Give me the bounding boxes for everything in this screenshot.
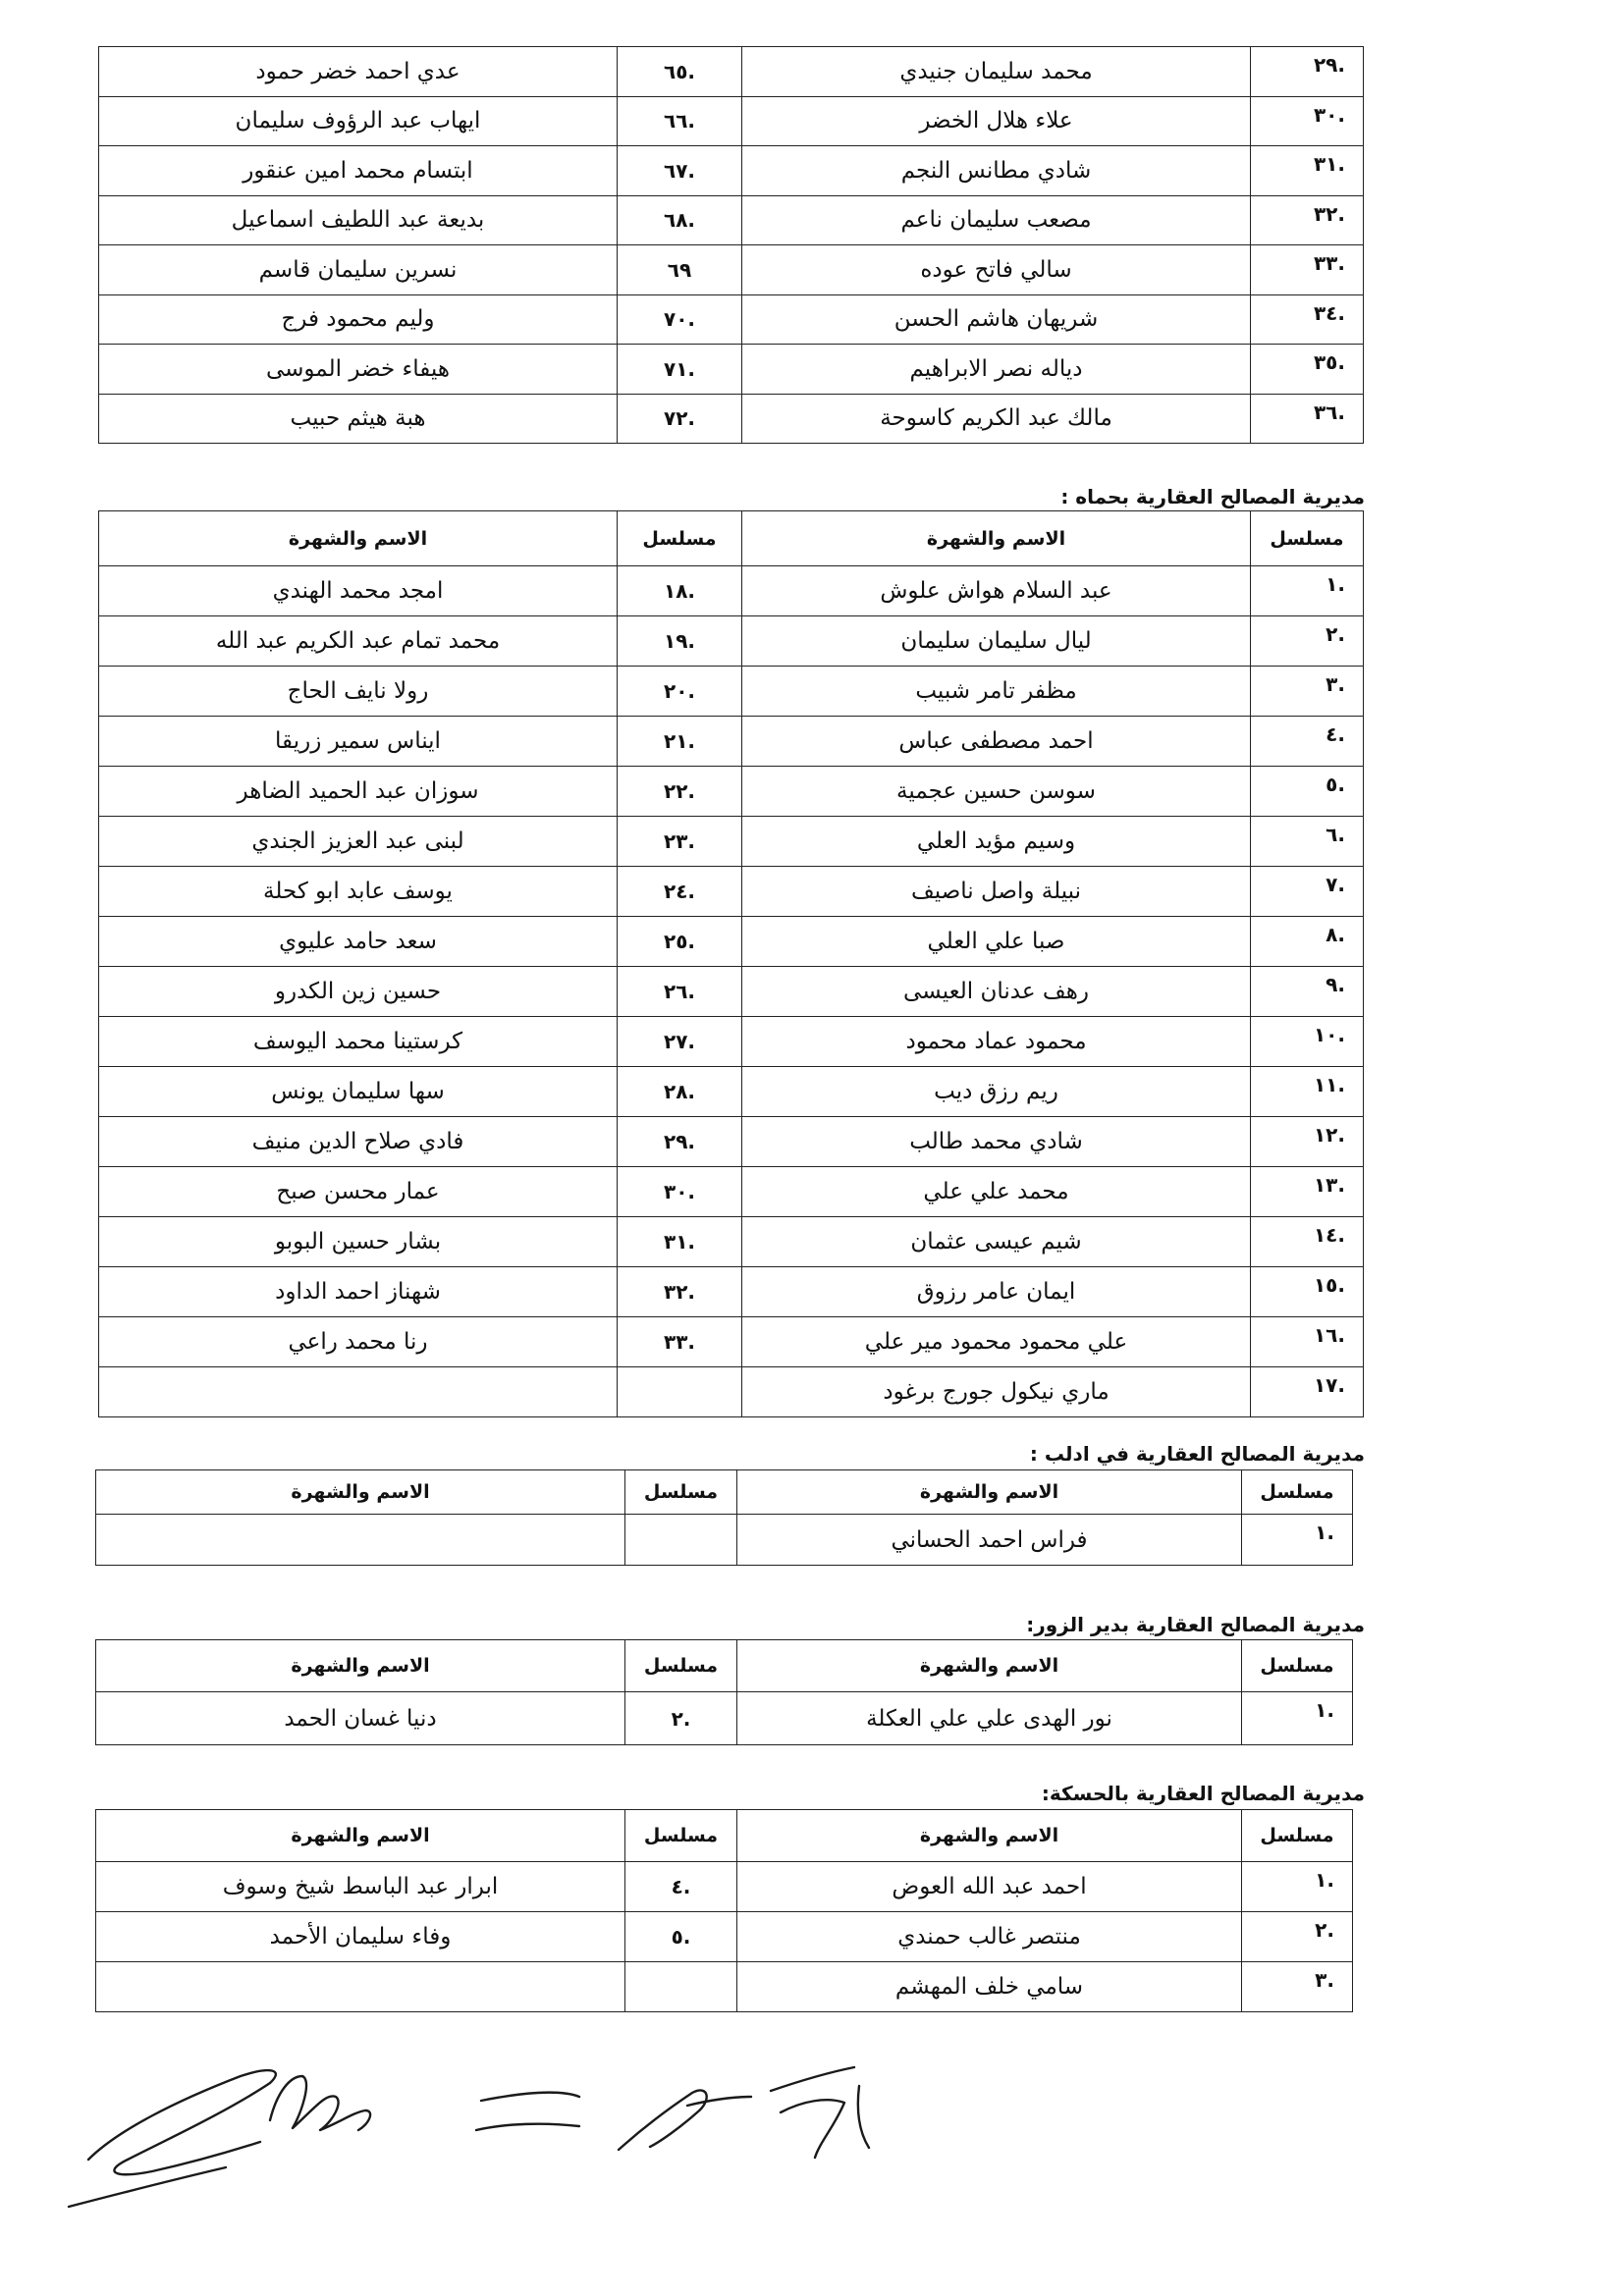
signature-1	[88, 2070, 276, 2174]
name-cell: وسيم مؤيد العلي	[742, 817, 1251, 867]
signatures-drawing	[59, 2032, 1296, 2228]
table-row	[99, 566, 1364, 616]
section-title-hama: مديرية المصالح العقارية بحماه :	[1060, 485, 1365, 508]
serial-number-cell: .٩	[1251, 967, 1364, 1017]
name-cell: صبا علي العلي	[742, 917, 1251, 967]
serial-number-cell: .٢٨	[618, 1067, 742, 1117]
serial-number-cell: .١١	[1251, 1067, 1364, 1117]
serial-number-cell: .٣١	[1251, 146, 1364, 196]
serial-number-cell: .١٧	[1251, 1367, 1364, 1417]
name-cell: سالي فاتح عوده	[742, 245, 1251, 295]
name-cell: علاء هلال الخضر	[742, 96, 1251, 146]
name-cell: ليال سليمان سليمان	[742, 616, 1251, 667]
serial-number-cell: .١٢	[1251, 1117, 1364, 1167]
name-cell: شهناز احمد الداود	[99, 1267, 618, 1317]
table-row	[96, 1515, 1353, 1566]
name-cell: محمد تمام عبد الكريم عبد الله	[99, 616, 618, 667]
serial-number-cell: .١	[1242, 1862, 1353, 1912]
table-row	[99, 294, 1364, 345]
name-cell: سعد حامد عليوي	[99, 917, 618, 967]
name-cell: عمار محسن صبح	[99, 1167, 618, 1217]
serial-number-cell: .٣٠	[1251, 96, 1364, 146]
name-header: الاسم والشهرة	[96, 1470, 625, 1515]
name-cell: دنيا غسان الحمد	[96, 1692, 625, 1745]
serial-number-cell: .٢٧	[618, 1017, 742, 1067]
name-cell: امجد محمد الهندي	[99, 566, 618, 616]
name-header: الاسم والشهرة	[96, 1810, 625, 1862]
serial-number-cell: .٣٢	[618, 1267, 742, 1317]
name-cell	[99, 1367, 618, 1417]
serial-number-cell: .٦٦	[618, 96, 742, 146]
serial-number-cell: .٢٥	[618, 917, 742, 967]
serial-number-cell: .١٦	[1251, 1317, 1364, 1367]
serial-header: مسلسل	[1242, 1470, 1353, 1515]
name-cell: شريهان هاشم الحسن	[742, 294, 1251, 345]
table-row	[99, 146, 1364, 196]
names-table-hama	[98, 510, 1364, 1417]
section-title-hasakah: مديرية المصالح العقارية بالحسكة:	[1041, 1782, 1365, 1805]
name-cell: عبد السلام هواش علوش	[742, 566, 1251, 616]
name-cell: ابتسام محمد امين عنقور	[99, 146, 618, 196]
table-row	[99, 96, 1364, 146]
name-header: الاسم والشهرة	[737, 1640, 1242, 1692]
signature-2	[270, 2076, 370, 2130]
names-table-idlib	[95, 1469, 1353, 1566]
serial-number-cell: .٣	[1251, 667, 1364, 717]
section-title-idlib: مديرية المصالح العقارية في ادلب :	[1029, 1442, 1365, 1466]
name-cell: دياله نصر الابراهيم	[742, 345, 1251, 395]
name-cell: ابرار عبد الباسط شيخ وسوف	[96, 1862, 625, 1912]
table-row	[96, 1862, 1353, 1912]
header-row	[99, 511, 1364, 566]
table-row	[99, 1067, 1364, 1117]
table-row	[96, 1962, 1353, 2012]
serial-number-cell: .٣٦	[1251, 394, 1364, 444]
serial-number-cell: .٧	[1251, 867, 1364, 917]
serial-number-cell: .٢٩	[1251, 47, 1364, 97]
section-title-deir-ez-zor: مديرية المصالح العقارية بدير الزور:	[1026, 1613, 1365, 1636]
serial-number-cell: .٦٨	[618, 195, 742, 245]
serial-number-cell: .٤	[625, 1862, 737, 1912]
name-cell	[96, 1962, 625, 2012]
table-body	[99, 566, 1364, 1417]
serial-number-cell: .٧١	[618, 345, 742, 395]
table-row	[99, 1267, 1364, 1317]
name-cell: مصعب سليمان ناعم	[742, 195, 1251, 245]
name-cell: علي محمود محمود مير علي	[742, 1317, 1251, 1367]
serial-number-cell: .١٣	[1251, 1167, 1364, 1217]
name-cell: ايناس سمير زريقا	[99, 717, 618, 767]
serial-header: مسلسل	[1242, 1640, 1353, 1692]
name-header: الاسم والشهرة	[737, 1810, 1242, 1862]
table-row	[99, 1017, 1364, 1067]
table-row	[99, 345, 1364, 395]
serial-number-cell: .٢٩	[618, 1117, 742, 1167]
serial-number-cell: .٦	[1251, 817, 1364, 867]
serial-number-cell	[625, 1962, 737, 2012]
signatures	[59, 2032, 1296, 2228]
table-row	[99, 195, 1364, 245]
serial-number-cell: .١٠	[1251, 1017, 1364, 1067]
names-table-hasakah	[95, 1809, 1353, 2012]
serial-number-cell: .٧٢	[618, 394, 742, 444]
table-row	[99, 47, 1364, 97]
name-cell: محمد علي علي	[742, 1167, 1251, 1217]
name-cell: بديعة عبد اللطيف اسماعيل	[99, 195, 618, 245]
name-cell: محمود عماد محمود	[742, 1017, 1251, 1067]
table-body	[96, 1692, 1353, 1745]
table-row	[99, 394, 1364, 444]
serial-number-cell: .٣٠	[618, 1167, 742, 1217]
name-cell: شادي مطانس النجم	[742, 146, 1251, 196]
name-cell: رهف عدنان العيسى	[742, 967, 1251, 1017]
name-cell: سوزان عبد الحميد الضاهر	[99, 767, 618, 817]
signature-5	[771, 2067, 869, 2158]
serial-number-cell: .٣٣	[1251, 245, 1364, 295]
name-cell: ريم رزق ديب	[742, 1067, 1251, 1117]
serial-number-cell: .١	[1242, 1515, 1353, 1566]
table-row	[99, 1117, 1364, 1167]
name-cell: حسين زين الكدرو	[99, 967, 618, 1017]
name-cell: محمد سليمان جنيدي	[742, 47, 1251, 97]
serial-number-cell: .٣٤	[1251, 294, 1364, 345]
table-row	[99, 867, 1364, 917]
table-row	[99, 717, 1364, 767]
names-table-deir-ez-zor	[95, 1639, 1353, 1745]
name-cell: سها سليمان يونس	[99, 1067, 618, 1117]
signature-3	[476, 2093, 579, 2130]
header-row	[96, 1470, 1353, 1515]
serial-number-cell	[618, 1367, 742, 1417]
serial-number-cell: .٣٢	[1251, 195, 1364, 245]
table-body	[96, 1515, 1353, 1566]
serial-number-cell: .٣	[1242, 1962, 1353, 2012]
table-row	[99, 1167, 1364, 1217]
serial-header: مسلسل	[625, 1470, 737, 1515]
serial-number-cell: .٣١	[618, 1217, 742, 1267]
serial-header: مسلسل	[1242, 1810, 1353, 1862]
name-cell: نسرين سليمان قاسم	[99, 245, 618, 295]
table-row	[99, 817, 1364, 867]
name-cell: فادي صلاح الدين منيف	[99, 1117, 618, 1167]
serial-number-cell: .٤	[1251, 717, 1364, 767]
serial-number-cell: .١٨	[618, 566, 742, 616]
name-header: الاسم والشهرة	[99, 511, 618, 566]
serial-number-cell	[625, 1515, 737, 1566]
table-row	[99, 967, 1364, 1017]
serial-number-cell: .٢	[1251, 616, 1364, 667]
serial-number-cell: .٢٣	[618, 817, 742, 867]
serial-number-cell: .٢٢	[618, 767, 742, 817]
name-cell: فراس احمد الحساني	[737, 1515, 1242, 1566]
name-cell: يوسف عابد ابو كحلة	[99, 867, 618, 917]
table-row	[99, 667, 1364, 717]
name-cell: مالك عبد الكريم كاسوحة	[742, 394, 1251, 444]
name-cell: احمد مصطفى عباس	[742, 717, 1251, 767]
names-table-continued	[98, 46, 1364, 444]
header-row	[96, 1640, 1353, 1692]
serial-number-cell: .٣٥	[1251, 345, 1364, 395]
header-row	[96, 1810, 1353, 1862]
serial-number-cell: .١	[1251, 566, 1364, 616]
name-cell: رنا محمد راعي	[99, 1317, 618, 1367]
name-cell	[96, 1515, 625, 1566]
serial-number-cell: .٥	[625, 1912, 737, 1962]
table-row	[99, 245, 1364, 295]
serial-number-cell: .٢٦	[618, 967, 742, 1017]
table-row	[99, 767, 1364, 817]
serial-number-cell: .٢٠	[618, 667, 742, 717]
name-cell: وليم محمود فرج	[99, 294, 618, 345]
name-cell: سامي خلف المهشم	[737, 1962, 1242, 2012]
serial-header: مسلسل	[618, 511, 742, 566]
name-cell: ايهاب عبد الرؤوف سليمان	[99, 96, 618, 146]
serial-header: مسلسل	[625, 1640, 737, 1692]
name-cell: رولا نايف الحاج	[99, 667, 618, 717]
serial-number-cell: .١٩	[618, 616, 742, 667]
name-cell: منتصر غالب حمندي	[737, 1912, 1242, 1962]
table-row	[99, 1217, 1364, 1267]
name-cell: شيم عيسى عثمان	[742, 1217, 1251, 1267]
serial-number-cell: .٢	[625, 1692, 737, 1745]
serial-header: مسلسل	[1251, 511, 1364, 566]
name-cell: مظفر تامر شبيب	[742, 667, 1251, 717]
serial-number-cell: .١٥	[1251, 1267, 1364, 1317]
serial-number-cell: .٧٠	[618, 294, 742, 345]
serial-number-cell: .٦٧	[618, 146, 742, 196]
serial-number-cell: .١	[1242, 1692, 1353, 1745]
name-cell: هبة هيثم حبيب	[99, 394, 618, 444]
name-cell: كرستينا محمد اليوسف	[99, 1017, 618, 1067]
table-row	[96, 1692, 1353, 1745]
serial-number-cell: .٣٣	[618, 1317, 742, 1367]
serial-number-cell: ٦٩	[618, 245, 742, 295]
serial-number-cell: .٢	[1242, 1912, 1353, 1962]
name-cell: لبنى عبد العزيز الجندي	[99, 817, 618, 867]
name-cell: عدي احمد خضر حمود	[99, 47, 618, 97]
name-cell: بشار حسين البوبو	[99, 1217, 618, 1267]
name-cell: شادي محمد طالب	[742, 1117, 1251, 1167]
name-cell: هيفاء خضر الموسى	[99, 345, 618, 395]
serial-number-cell: .٦٥	[618, 47, 742, 97]
serial-number-cell: .٨	[1251, 917, 1364, 967]
name-cell: وفاء سليمان الأحمد	[96, 1912, 625, 1962]
name-header: الاسم والشهرة	[737, 1470, 1242, 1515]
serial-number-cell: .١٤	[1251, 1217, 1364, 1267]
serial-number-cell: .٥	[1251, 767, 1364, 817]
name-header: الاسم والشهرة	[742, 511, 1251, 566]
serial-header: مسلسل	[625, 1810, 737, 1862]
table-row	[99, 1367, 1364, 1417]
name-cell: احمد عبد الله العوض	[737, 1862, 1242, 1912]
name-cell: نور الهدى علي علي العكلة	[737, 1692, 1242, 1745]
table-row	[99, 616, 1364, 667]
table-row	[99, 917, 1364, 967]
name-header: الاسم والشهرة	[96, 1640, 625, 1692]
serial-number-cell: .٢٤	[618, 867, 742, 917]
table-row	[99, 1317, 1364, 1367]
table-body	[96, 1862, 1353, 2012]
name-cell: سوسن حسين عجمية	[742, 767, 1251, 817]
name-cell: ايمان عامر رزوق	[742, 1267, 1251, 1317]
signature-4	[619, 2090, 751, 2150]
name-cell: ماري نيكول جورج برغود	[742, 1367, 1251, 1417]
name-cell: نبيلة واصل ناصيف	[742, 867, 1251, 917]
serial-number-cell: .٢١	[618, 717, 742, 767]
table-row	[96, 1912, 1353, 1962]
table-body	[99, 47, 1364, 444]
